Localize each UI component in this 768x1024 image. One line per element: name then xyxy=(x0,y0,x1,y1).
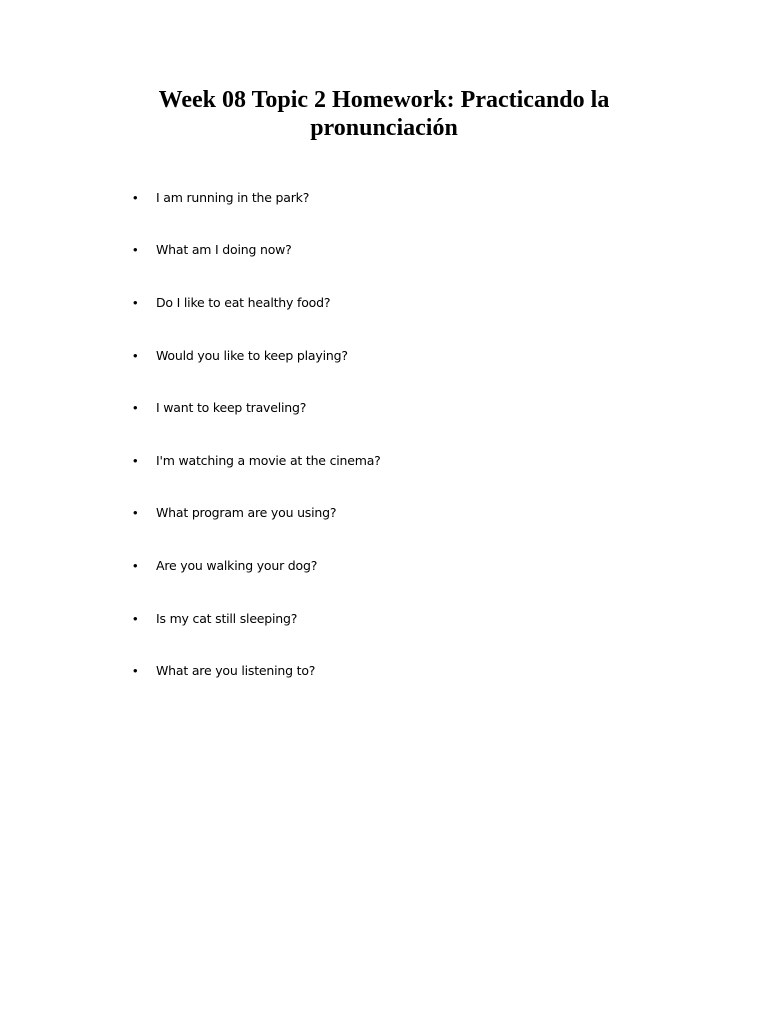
bullet-icon: • xyxy=(133,400,138,415)
title-line-2: pronunciación xyxy=(310,115,458,141)
list-item-text: What am I doing now? xyxy=(156,242,292,257)
list-item-text: I'm watching a movie at the cinema? xyxy=(156,453,381,468)
list-item xyxy=(0,502,700,524)
list-item xyxy=(0,660,700,682)
list-item-text: I am running in the park? xyxy=(156,190,310,205)
list-item xyxy=(0,555,700,577)
bullet-icon: • xyxy=(133,242,138,257)
list-item-text: Do I like to eat healthy food? xyxy=(156,295,331,310)
bullet-icon: • xyxy=(133,663,138,678)
list-item-text: I want to keep traveling? xyxy=(156,400,307,415)
bullet-icon: • xyxy=(133,453,138,468)
list-item-text: What are you listening to? xyxy=(156,663,316,678)
bullet-icon: • xyxy=(133,611,138,626)
list-item xyxy=(0,187,700,209)
list-item xyxy=(0,608,700,630)
list-item-text: What program are you using? xyxy=(156,505,337,520)
bullet-icon: • xyxy=(133,558,138,573)
list-item xyxy=(0,450,700,472)
title-line-1: Week 08 Topic 2 Homework: Practicando la xyxy=(158,87,610,113)
list-item xyxy=(0,239,700,261)
list-item-text: Would you like to keep playing? xyxy=(156,348,348,363)
bullet-icon: • xyxy=(133,295,138,310)
list-item xyxy=(0,397,700,419)
bullet-icon: • xyxy=(133,348,138,363)
page-title xyxy=(100,86,668,142)
bullet-icon: • xyxy=(133,190,138,205)
list-item xyxy=(0,345,700,367)
bullet-icon: • xyxy=(133,505,138,520)
list-item-text: Are you walking your dog? xyxy=(156,558,318,573)
list-item-text: Is my cat still sleeping? xyxy=(156,611,298,626)
list-item xyxy=(0,292,700,314)
